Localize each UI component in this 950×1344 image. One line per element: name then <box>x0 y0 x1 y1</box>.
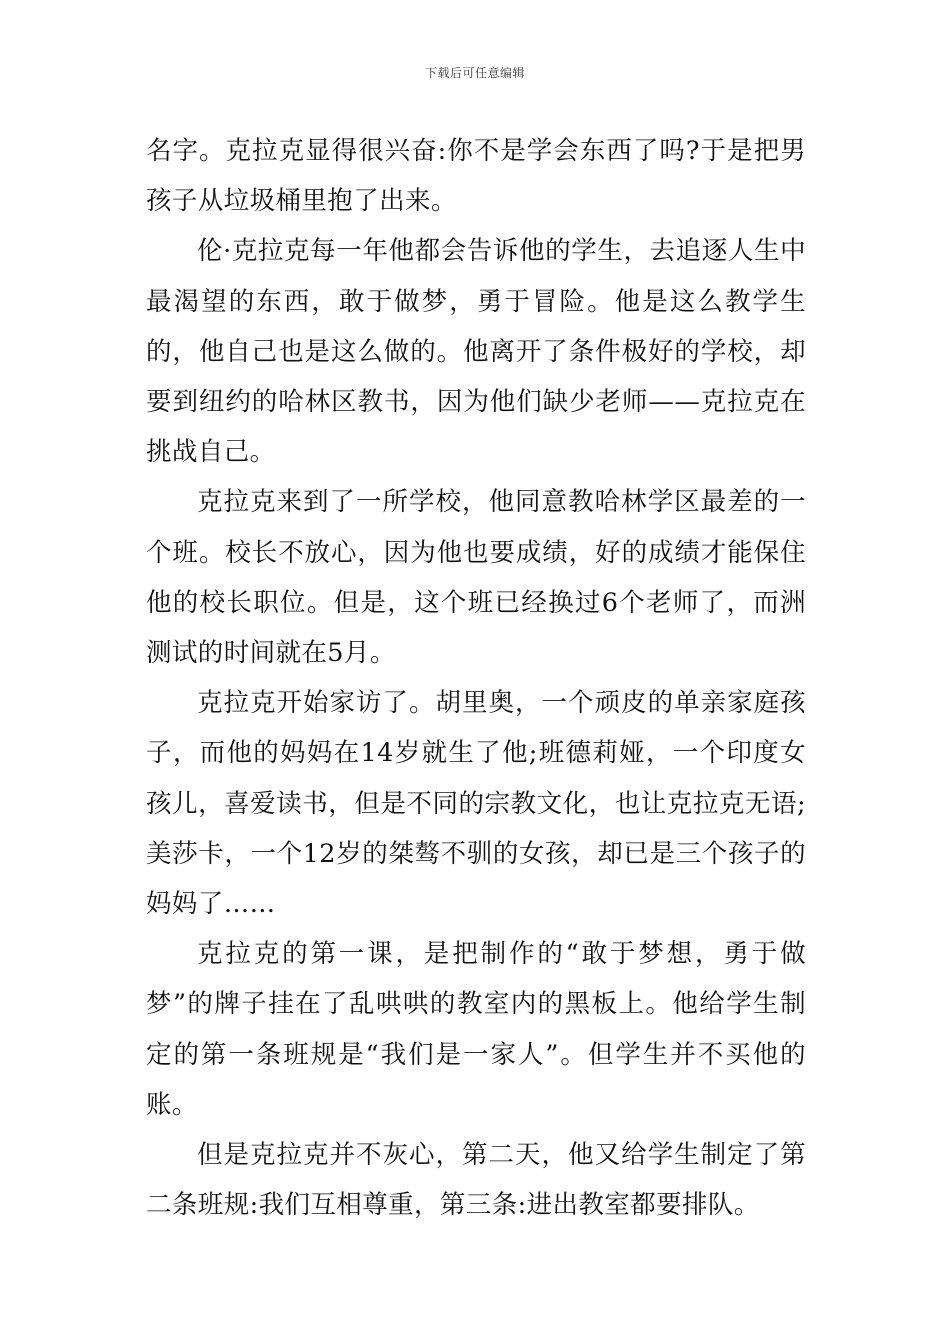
paragraph: 克拉克开始家访了。胡里奥，一个顽皮的单亲家庭孩子，而他的妈妈在14岁就生了他;班德莉娅，一个印度女孩儿，喜爱读书，但是不同的宗教文化，也让克拉克无语;美莎卡，一个12岁的桀骜不驯的女孩，却已是三个孩子的妈妈了…… <box>146 688 806 920</box>
paragraph: 伦·克拉克每一年他都会告诉他的学生，去追逐人生中最渴望的东西，敢于做梦，勇于冒险。他是这么教学生的，他自己也是这么做的。他离开了条件极好的学校，却要到纽约的哈林区教书，因为他们缺少老师——克拉克在挑战自己。 <box>146 236 806 468</box>
page-header-note: 下载后可任意编辑 <box>424 66 525 80</box>
paragraph: 但是克拉克并不灰心，第二天，他又给学生制定了第二条班规:我们互相尊重，第三条:进出教室都要排队。 <box>146 1140 806 1221</box>
paragraph: 克拉克的第一课，是把制作的“敢于梦想，勇于做梦”的牌子挂在了乱哄哄的教室内的黑板上。他给学生制定的第一条班规是“我们是一家人”。但学生并不买他的账。 <box>146 939 806 1120</box>
paragraph-continued: 名字。克拉克显得很兴奋:你不是学会东西了吗?于是把男孩子从垃圾桶里抱了出来。 <box>146 136 806 217</box>
document-body <box>146 126 806 1230</box>
paragraph: 克拉克来到了一所学校，他同意教哈林学区最差的一个班。校长不放心，因为他也要成绩，好的成绩才能保住他的校长职位。但是，这个班已经换过6个老师了，而洲测试的时间就在5月。 <box>146 487 806 669</box>
